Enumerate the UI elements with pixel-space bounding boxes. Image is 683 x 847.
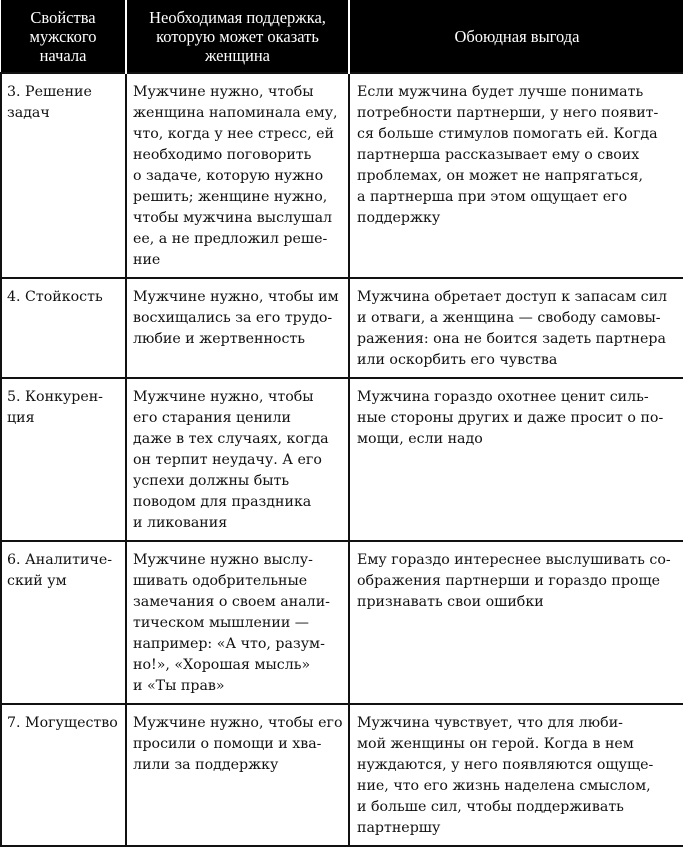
text-line: 6. Аналитиче- xyxy=(7,552,113,568)
text-line: Если мужчина будет лучше понимать xyxy=(357,84,644,100)
text-line: Мужчине нужно выслу- xyxy=(133,552,313,568)
text-line: партнершу xyxy=(357,820,441,836)
table-body xyxy=(1,73,683,846)
cell-property xyxy=(1,378,126,541)
header-benefit xyxy=(349,0,683,73)
header-properties xyxy=(1,0,126,73)
header-row xyxy=(1,0,683,73)
text-line: ее, а не предложил реше- xyxy=(133,231,328,247)
text-line: ображения партнерши и гораздо проще xyxy=(357,573,661,589)
text-line: 5. Конкурен- xyxy=(7,389,103,405)
text-line: поддержку xyxy=(357,210,441,226)
text-line: Мужчина гораздо охотнее ценит силь- xyxy=(357,389,649,405)
text-line: или оскорбить его чувства xyxy=(357,352,558,368)
text-line: тическом мышлении — xyxy=(133,615,309,631)
cell-support xyxy=(126,704,349,846)
text-line: необходимо поговорить xyxy=(133,147,312,163)
cell-benefit xyxy=(349,541,683,704)
text-line: 7. Могущество xyxy=(7,715,118,731)
text-line: а партнерша при этом ощущает его xyxy=(357,189,628,205)
cell-property xyxy=(1,541,126,704)
text-line: успехи должны быть xyxy=(133,473,290,489)
text-line: и отваги, а женщина — свободу самовы- xyxy=(357,310,661,326)
text-line: Ему гораздо интереснее выслушивать со- xyxy=(357,552,671,568)
text-line: и ликования xyxy=(133,515,228,531)
text-line: партнерша рассказывает ему о своих xyxy=(357,147,640,163)
text-line: Мужчине нужно, чтобы его xyxy=(133,715,343,731)
text-line: 4. Стойкость xyxy=(7,289,103,305)
text-line: начала xyxy=(39,45,87,65)
text-line: любие и жертвенность xyxy=(133,331,305,347)
header-support xyxy=(126,0,349,73)
text-line: Мужчине нужно, чтобы xyxy=(133,389,314,405)
text-line: даже в тех случаях, когда xyxy=(133,431,329,447)
cell-benefit xyxy=(349,278,683,378)
text-line: о задаче, которую нужно xyxy=(133,168,324,184)
text-line: Мужчине нужно, чтобы им xyxy=(133,289,339,305)
cell-benefit xyxy=(349,378,683,541)
cell-property xyxy=(1,73,126,278)
cell-property xyxy=(1,278,126,378)
cell-support xyxy=(126,378,349,541)
text-line: например: «А что, разум- xyxy=(133,636,325,652)
text-line: ция xyxy=(7,410,35,426)
table-row xyxy=(1,73,683,278)
cell-support xyxy=(126,73,349,278)
text-line: восхищались за его трудо- xyxy=(133,310,333,326)
table-row xyxy=(1,704,683,846)
text-line: Мужчина обретает доступ к запасам сил xyxy=(357,289,668,305)
text-line: признавать свои ошибки xyxy=(357,594,544,610)
cell-support xyxy=(126,541,349,704)
text-line: он терпит неудачу. А его xyxy=(133,452,322,468)
text-line: но!», «Хорошая мысль» xyxy=(133,657,311,673)
text-line: мужского xyxy=(29,26,97,46)
text-line: чтобы мужчина выслушал xyxy=(133,210,333,226)
text-line: и «Ты прав» xyxy=(133,678,225,694)
text-line: лили за поддержку xyxy=(133,757,279,773)
text-line: просили о помощи и хва- xyxy=(133,736,322,752)
text-line: решить; женщине нужно, xyxy=(133,189,328,205)
text-line: ные стороны других и даже просит о по- xyxy=(357,410,664,426)
table-row xyxy=(1,378,683,541)
text-line: нуждаются, у него появляются ощуще- xyxy=(357,757,654,773)
text-line: проблемах, он может не напрягаться, xyxy=(357,168,644,184)
text-line: ражения: она не боится задеть партнера xyxy=(357,331,666,347)
text-line: Необходимая поддержка, xyxy=(149,7,326,27)
text-line: ние xyxy=(133,252,161,268)
text-line: поводом для праздника xyxy=(133,494,312,510)
table-header xyxy=(1,0,683,73)
text-line: потребности партнерши, у него появит- xyxy=(357,105,659,121)
text-line: Мужчина чувствует, что для люби- xyxy=(357,715,623,731)
text-line: мой женщины он герой. Когда в нем xyxy=(357,736,634,752)
text-line: задач xyxy=(7,105,50,121)
cell-benefit xyxy=(349,704,683,846)
text-line: 3. Решение xyxy=(7,84,92,100)
text-line: ский ум xyxy=(7,573,67,589)
text-line: которую может оказать xyxy=(156,26,319,46)
text-line: ние, что его жизнь наделена смыслом, xyxy=(357,778,651,794)
text-line: Свойства xyxy=(30,7,96,27)
text-line: шивать одобрительные xyxy=(133,573,308,589)
text-line: и больше сил, чтобы поддерживать xyxy=(357,799,624,815)
cell-property xyxy=(1,704,126,846)
table-row xyxy=(1,278,683,378)
text-line: женщина xyxy=(204,45,271,65)
text-line: что, когда у нее стресс, ей xyxy=(133,126,334,142)
text-line: мощи, если надо xyxy=(357,431,483,447)
text-line: замечания о своем анали- xyxy=(133,594,330,610)
text-line: женщина напоминала ему, xyxy=(133,105,338,121)
cell-support xyxy=(126,278,349,378)
text-line: Мужчине нужно, чтобы xyxy=(133,84,314,100)
text-line: ся больше стимулов помогать ей. Когда xyxy=(357,126,658,142)
text-line: Обоюдная выгода xyxy=(454,26,580,46)
text-line: его старания ценили xyxy=(133,410,291,426)
cell-benefit xyxy=(349,73,683,278)
table-row xyxy=(1,541,683,704)
